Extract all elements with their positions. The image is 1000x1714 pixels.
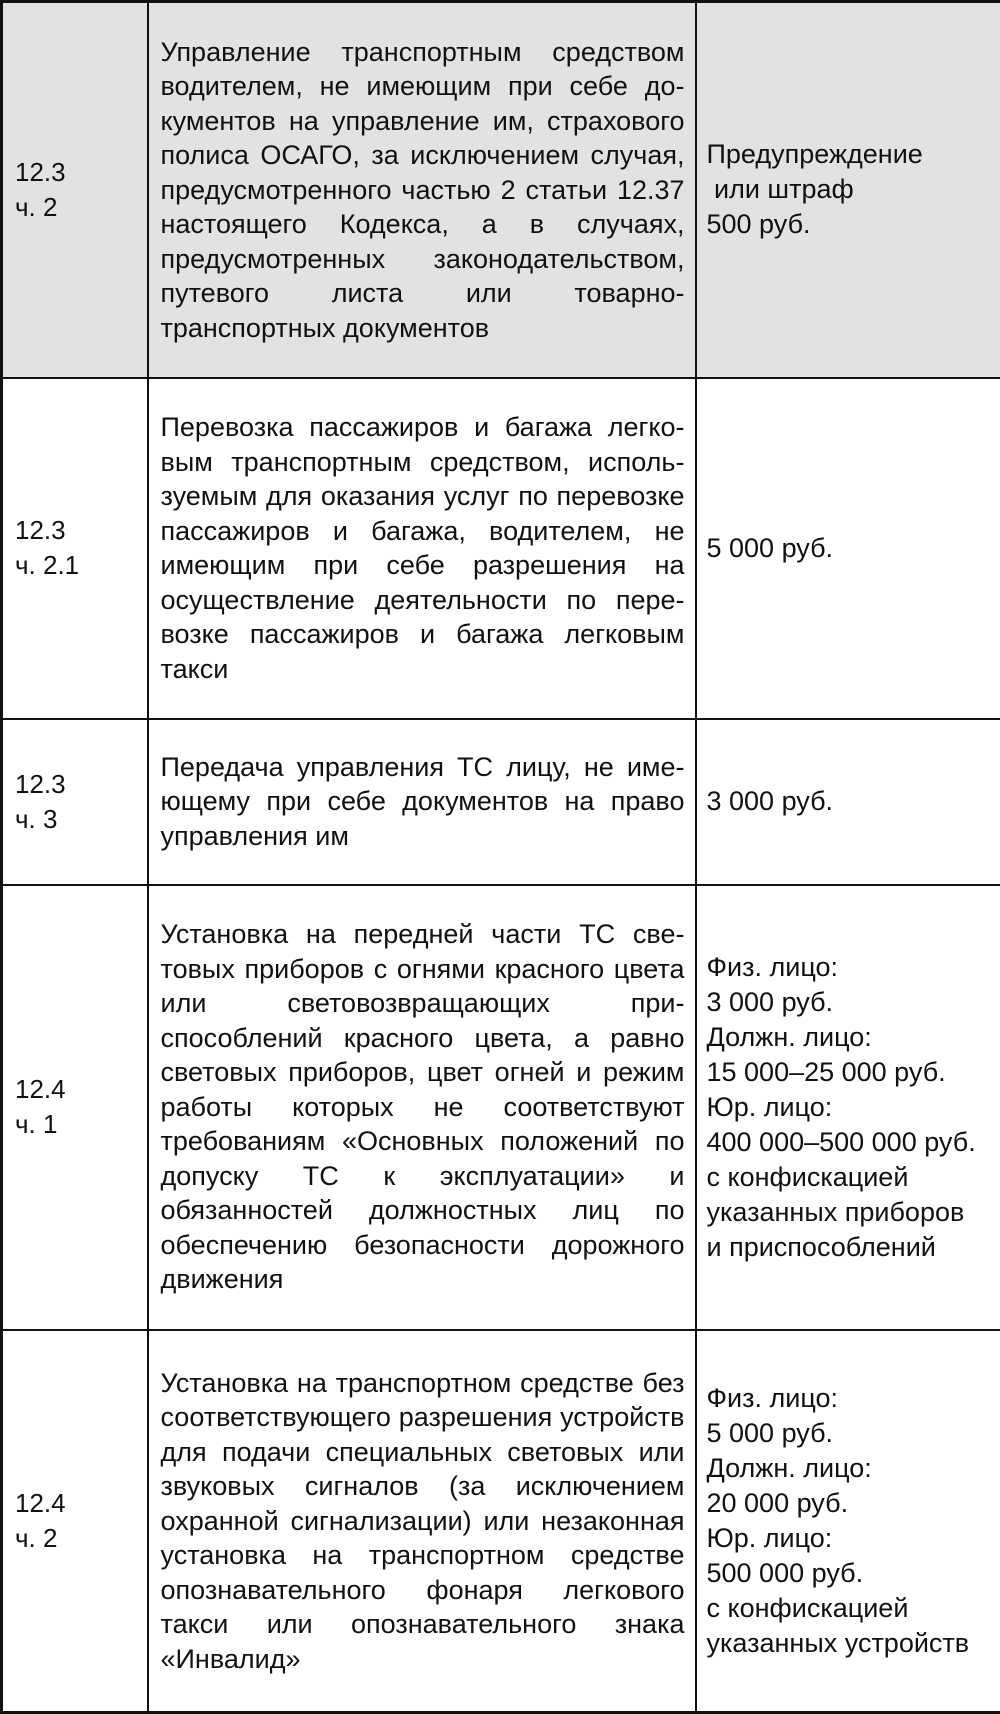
penalty-line: 20 000 руб.: [707, 1486, 1000, 1521]
penalty-line: указанных приборов: [707, 1195, 1000, 1230]
article-cell: [2, 885, 148, 1330]
table-row: [2, 1330, 1000, 1713]
penalty-line: Предупреждение: [707, 137, 1000, 172]
table-row: [2, 719, 1000, 885]
penalty-line: с конфискацией: [707, 1591, 1000, 1626]
penalty-line: Должн. лицо:: [707, 1451, 1000, 1486]
offense-cell: [148, 719, 696, 885]
penalty-line: 5 000 руб.: [707, 531, 1000, 566]
table-row: [2, 2, 1000, 378]
penalty-line: 3 000 руб.: [707, 784, 1000, 819]
table-row: [2, 378, 1000, 719]
penalty-line: 5 000 руб.: [707, 1416, 1000, 1451]
penalty-line: 15 000–25 000 руб.: [707, 1055, 1000, 1090]
penalty-line: и приспособлений: [707, 1230, 1000, 1265]
penalty-line: 500 000 руб.: [707, 1556, 1000, 1591]
table-row: [2, 885, 1000, 1330]
penalty-cell: [696, 885, 1000, 1330]
article-part: ч. 1: [15, 1107, 147, 1142]
article-number: 12.3: [15, 767, 147, 802]
article-part: ч. 3: [15, 802, 147, 837]
penalty-line: 400 000–500 000 руб.: [707, 1125, 1000, 1160]
article-part: ч. 2.1: [15, 548, 147, 583]
article-number: 12.3: [15, 155, 147, 190]
penalty-line: с конфискацией: [707, 1160, 1000, 1195]
offense-cell: [148, 1330, 696, 1713]
article-part: ч. 2: [15, 190, 147, 225]
article-number: 12.4: [15, 1486, 147, 1521]
offense-description: Управление транспортным средством водителем, не имеющим при себе документов на управление им, страхового полиса ОСАГО, за исключением случая, предусмотренного частью 2 статьи 12.37 настоящего Кодекса, а в случаях, предусмотренных законодательством, путевого листа или товарно-транспортных документов: [149, 35, 695, 346]
penalty-cell: [696, 719, 1000, 885]
penalty-line: Физ. лицо:: [707, 950, 1000, 985]
offense-cell: [148, 2, 696, 378]
penalty-line: 500 руб.: [707, 207, 1000, 242]
offense-description: Установка на транспортном средстве без соответствующего разрешения устройств для подачи специальных световых или звуковых сигналов (за исключением охранной сигнализации) или незаконная установка на транспортном средстве опознавательного фонаря легкового такси или опознавательного знака «Инвалид»: [149, 1366, 695, 1677]
offense-description: Установка на передней части ТС световых приборов с огнями красного цвета или световозвращающих приспособлений красного цвета, а равно световых приборов, цвет огней и режим работы которых не соответствуют требованиям «Основных положений по допуску ТС к эксплуатации» и обязанностей должностных лиц по обеспечению безопасности дорожного движения: [149, 917, 695, 1297]
offense-description: Передача управления ТС лицу, не имеющему при себе документов на право управления им: [149, 750, 695, 854]
penalty-cell: [696, 378, 1000, 719]
penalty-line: Юр. лицо:: [707, 1090, 1000, 1125]
offense-cell: [148, 885, 696, 1330]
article-cell: [2, 2, 148, 378]
offense-description: Перевозка пассажиров и багажа легковым транспортным средством, используемым для оказания услуг по перевозке пассажиров и багажа, водителем, не имеющим при себе разрешения на осуществление деятельности по перевозке пассажиров и багажа легковым такси: [149, 410, 695, 686]
penalty-line: Юр. лицо:: [707, 1521, 1000, 1556]
penalty-line: Должн. лицо:: [707, 1020, 1000, 1055]
penalty-line: 3 000 руб.: [707, 985, 1000, 1020]
article-part: ч. 2: [15, 1521, 147, 1556]
penalty-cell: [696, 2, 1000, 378]
article-number: 12.3: [15, 513, 147, 548]
article-cell: [2, 1330, 148, 1713]
penalty-line: Физ. лицо:: [707, 1381, 1000, 1416]
penalty-line: указанных устройств: [707, 1626, 1000, 1661]
offense-cell: [148, 378, 696, 719]
article-cell: [2, 378, 148, 719]
penalty-line: или штраф: [707, 172, 1000, 207]
article-cell: [2, 719, 148, 885]
penalty-cell: [696, 1330, 1000, 1713]
article-number: 12.4: [15, 1072, 147, 1107]
